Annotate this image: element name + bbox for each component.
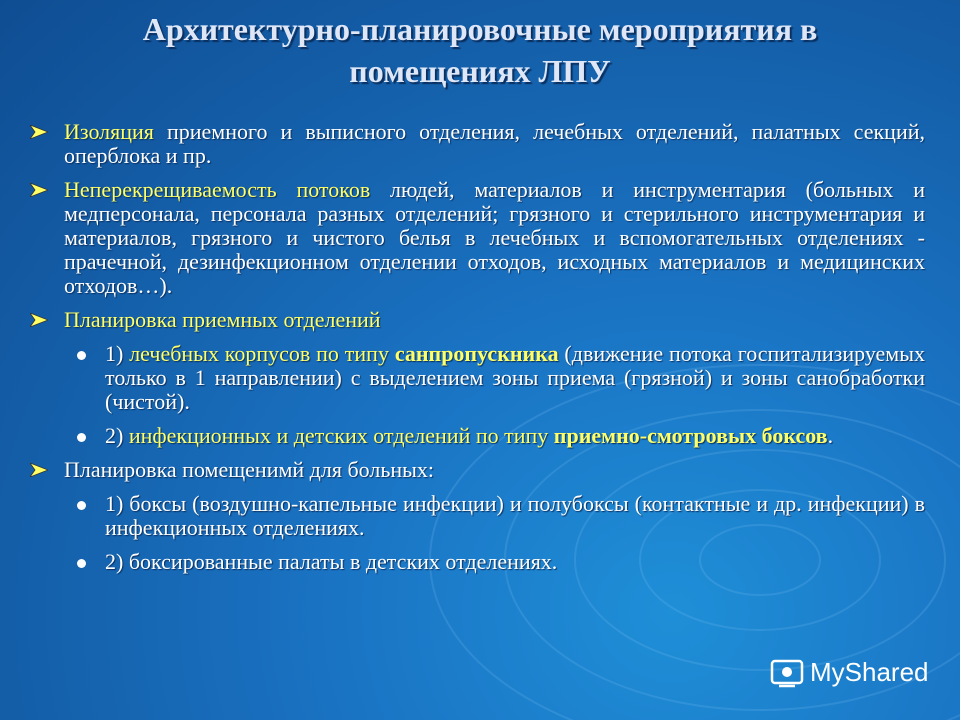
bullet-flows	[30, 178, 925, 298]
sub-bullet-highlight: лечебных корпусов по типу	[129, 341, 395, 366]
sub-bullet-text: .	[827, 423, 834, 448]
sub-bullet-text: 1) боксы (воздушно-капельные инфекции) и полубоксы (контактные и др. инфекции) в инфекционных отделениях.	[105, 491, 925, 540]
arrow-bullet-icon	[30, 125, 48, 139]
dot-bullet-icon	[77, 559, 86, 568]
arrow-bullet-icon	[30, 463, 48, 477]
bullet-highlight: Изоляция	[64, 119, 154, 144]
sub-bullet-text: (движение потока госпитализируемых только в 1 направлении) с выделением зоны приема (грязной) и зоны санобработки (чистой).	[105, 341, 926, 414]
bullet-isolation	[30, 120, 925, 168]
sub-bullet-boxes	[30, 424, 925, 448]
bullet-text: людей, материалов и инструментария (больных и медперсонала, персонала разных отделений; грязного и стерильного инструментария и материалов, грязного и чистого белья в лечебных и вспомогательных отделениях - прачечной, дезинфекционном отделении отходов, исходных материалов и медицинских отходов…).	[64, 177, 925, 298]
title-line-2: помещениях ЛПУ	[349, 53, 611, 89]
dot-bullet-icon	[77, 351, 86, 360]
watermark-text: MyShared	[810, 656, 929, 687]
sub-bullet-number: 1)	[105, 341, 130, 366]
myshared-logo-icon	[770, 655, 804, 689]
sub-bullet-bold: санпропускника	[394, 341, 559, 366]
sub-bullet-text: 2) боксированные палаты в детских отделениях.	[105, 549, 558, 574]
title-line-1: Архитектурно-планировочные мероприятия в	[142, 11, 818, 47]
sub-bullet-number: 2)	[105, 423, 129, 448]
bullet-text: приемного и выписного отделения, лечебных отделений, палатных секций, оперблока и пр.	[64, 119, 925, 168]
dot-bullet-icon	[77, 433, 86, 442]
sub-bullet-bold: приемно-смотровых боксов	[553, 423, 828, 448]
watermark	[770, 655, 929, 689]
slide-title	[40, 8, 920, 92]
arrow-bullet-icon	[30, 313, 48, 327]
bullet-highlight: Планировка приемных отделений	[64, 307, 381, 332]
arrow-bullet-icon	[30, 183, 48, 197]
bullet-reception-planning	[30, 308, 925, 332]
bullet-patient-rooms	[30, 458, 925, 482]
sub-bullet-infection-boxes	[30, 492, 925, 540]
bullet-text: Планировка помещенимй для больных:	[64, 457, 435, 482]
sub-bullet-sanpropusknik	[30, 342, 925, 414]
dot-bullet-icon	[77, 501, 86, 510]
slide-body	[30, 120, 925, 584]
bullet-highlight: Неперекрещиваемость потоков	[64, 177, 371, 202]
sub-bullet-highlight: инфекционных и детских отделений по типу	[128, 423, 554, 448]
sub-bullet-children-wards	[30, 550, 925, 574]
